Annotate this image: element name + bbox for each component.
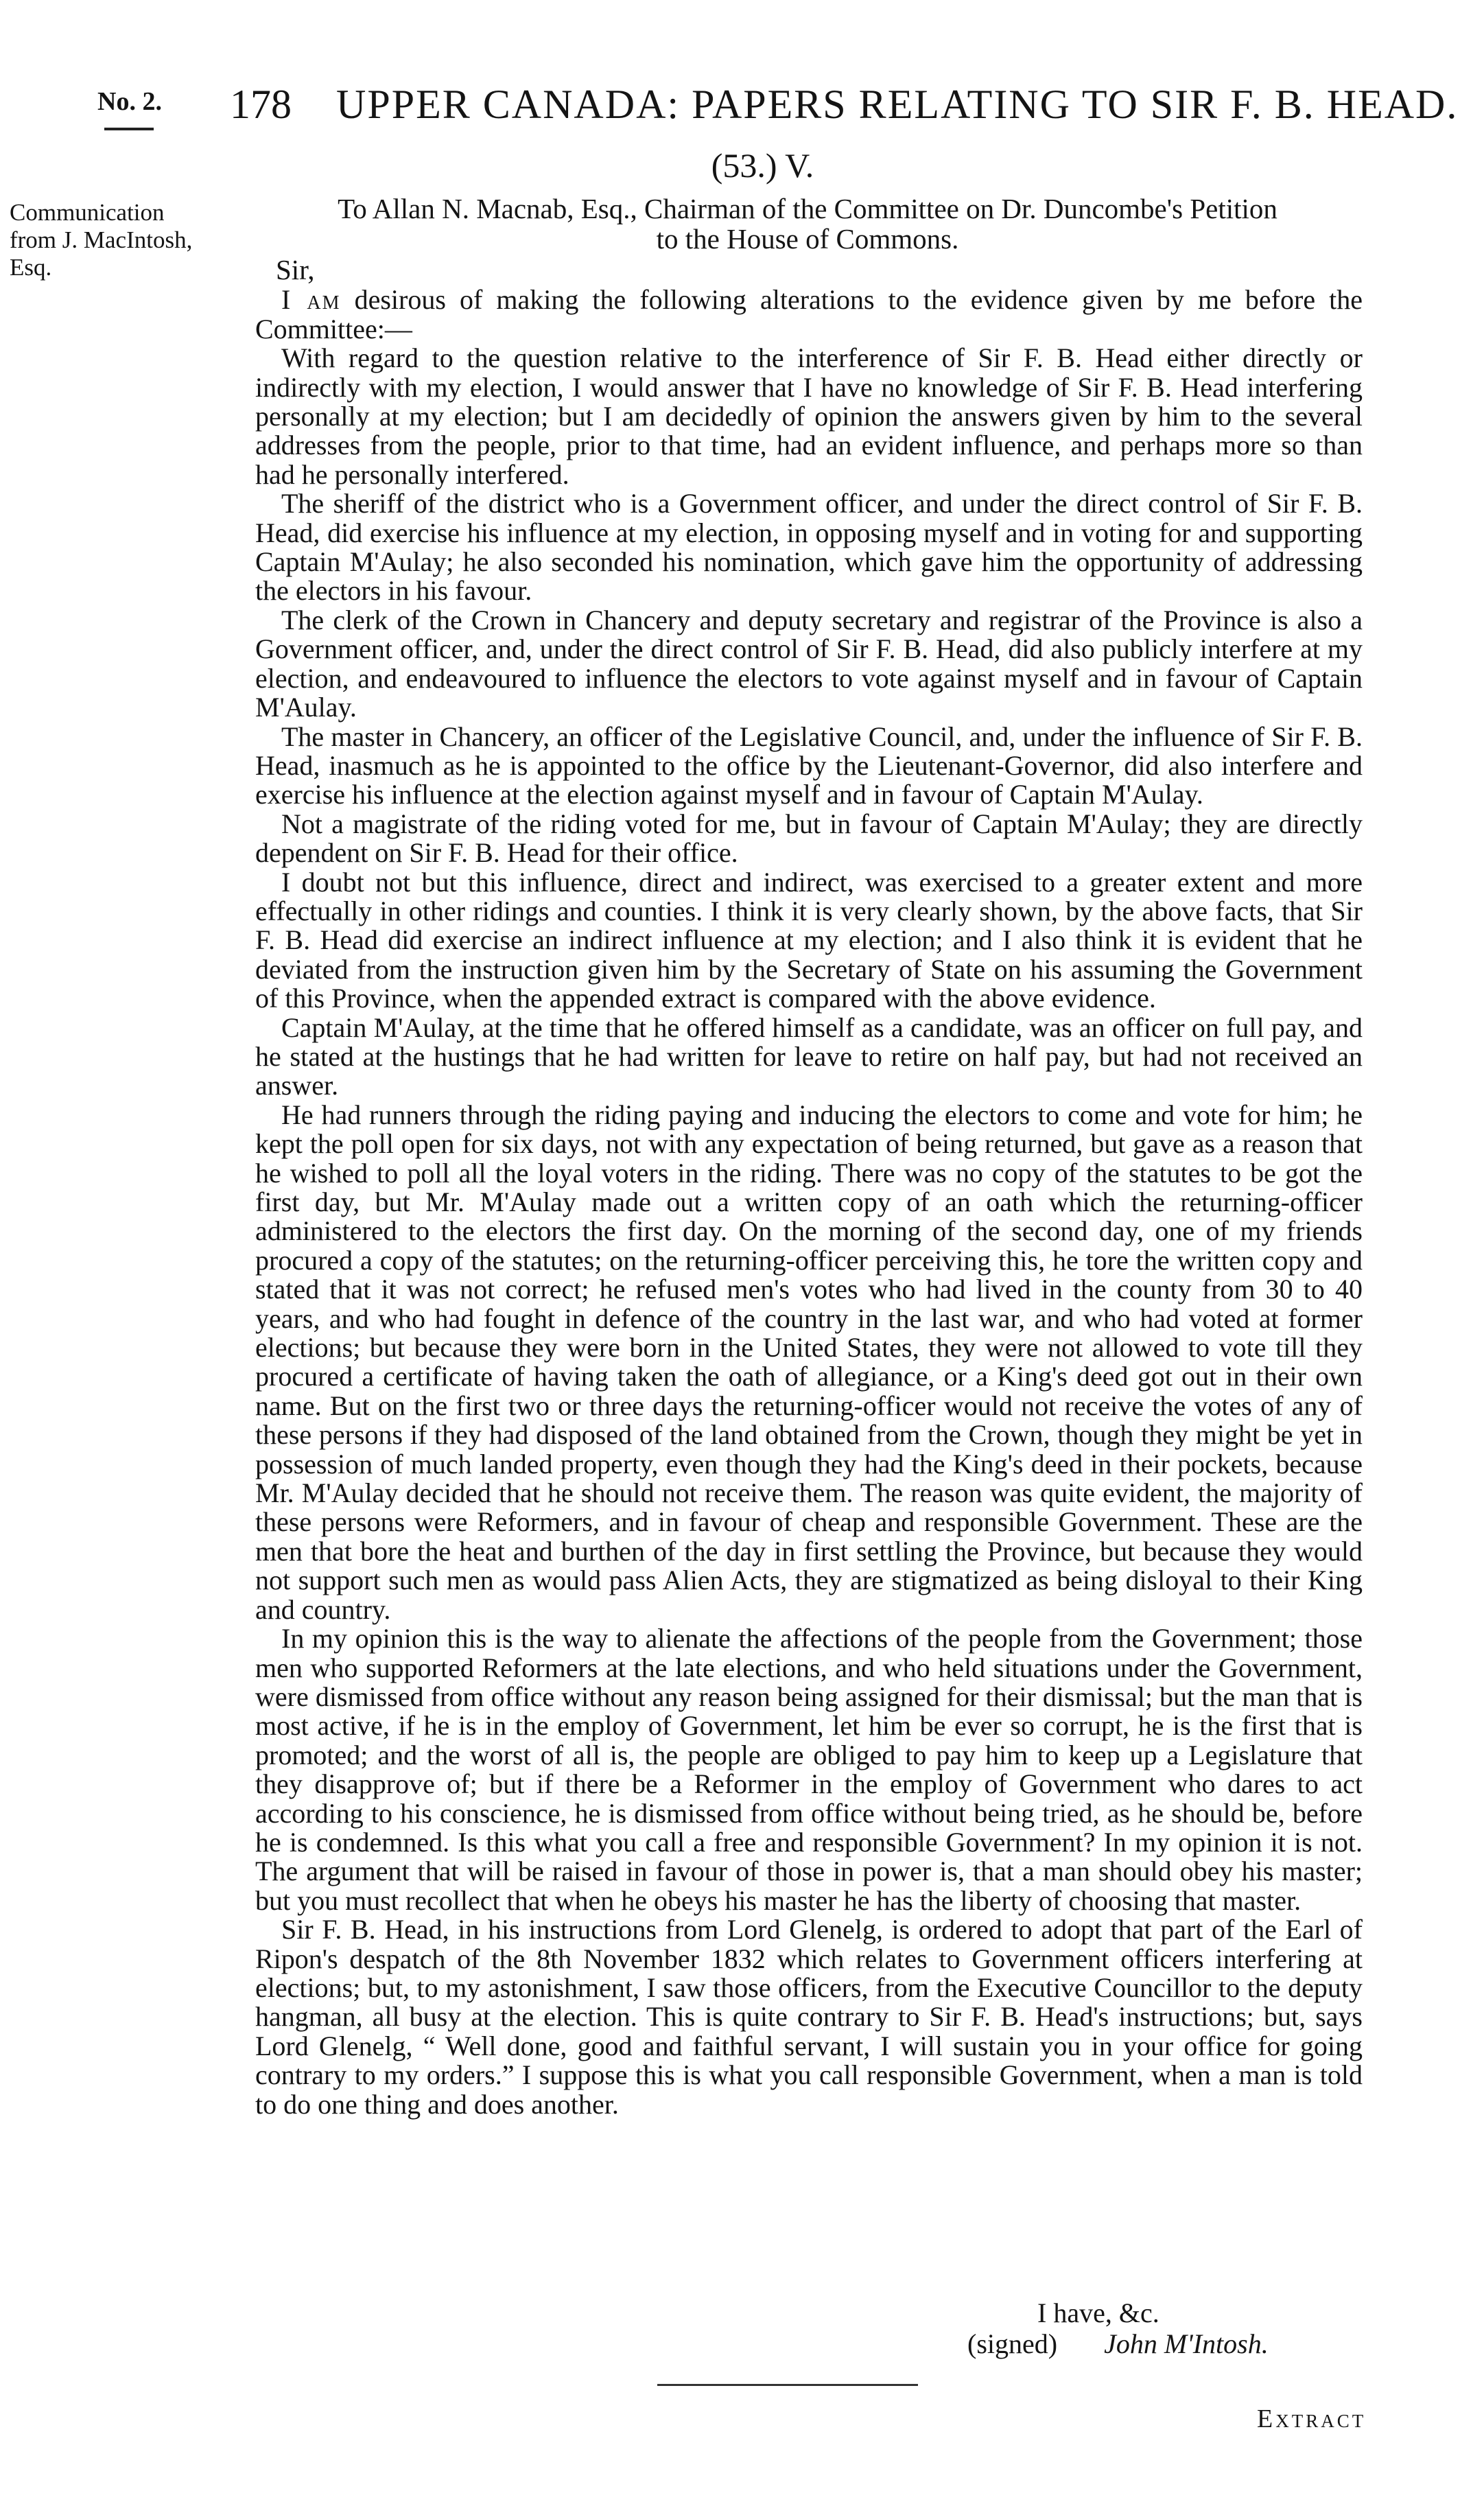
paragraph: The clerk of the Crown in Chancery and deputy secretary and registrar of the Province is also a Government officer, and, under the direct control of Sir F. B. Head, did also publicly interfere at my election, and endeavoured to influence the electors to vote against myself and in favour of Captain M'Aulay. — [255, 604, 1363, 723]
signature-line — [967, 2328, 1269, 2360]
paragraph-lead: I am — [281, 284, 341, 316]
document-number-underline — [104, 128, 154, 130]
signatory-name: John M'Intosh. — [1104, 2328, 1269, 2359]
paragraph: The sheriff of the district who is a Government officer, and under the direct control of Sir F. B. Head, did exercise his influence at my election, in opposing myself and in voting for and supporting Captain M'Aulay; he also seconded his nomination, which gave him the opportunity of addressing the electors in his favour. — [255, 488, 1363, 607]
paragraph: I doubt not but this influence, direct and indirect, was exercised to a greater extent and more effectually in other ridings and counties. I think it is very clearly shown, by the above facts, that Sir F. B. Head did exercise an indirect influence at my election; and I also think it is evident that he deviated from the instruction given him by the Secretary of State on his assuming the Government of this Province, when the appended extract is compared with the above evidence. — [255, 866, 1363, 1014]
section-divider — [657, 2384, 918, 2386]
margin-note — [10, 199, 236, 281]
margin-note-line: from J. MacIntosh, — [10, 226, 193, 253]
margin-note-line: Communication — [10, 199, 165, 226]
document-heading: (53.) V. — [711, 146, 814, 185]
paragraph: The master in Chancery, an officer of the Legislative Council, and, under the influence of Sir F. B. Head, inasmuch as he is appointed to the office by the Lieutenant-Governor, did also interfere and exercise his influence at the election against myself and in favour of Captain M'Aulay. — [255, 721, 1363, 810]
running-header — [55, 81, 1459, 136]
margin-note-line: Esq. — [10, 254, 52, 281]
letter-body — [255, 255, 1363, 2119]
paragraph: Not a magistrate of the riding voted for me, but in favour of Captain M'Aulay; they are directly dependent on Sir F. B. Head for their office. — [255, 808, 1363, 869]
signed-label: (signed) — [967, 2328, 1058, 2359]
paragraph: He had runners through the riding paying and inducing the electors to come and vote for him; he kept the poll open for six days, not with any expectation of being returned, but gave as a reason that he wished to poll all the loyal voters in the riding. There was no copy of the statutes to be got the first day, but Mr. M'Aulay made out a written copy of an oath which the returning-officer administered to the electors the first day. On the morning of the second day, one of my friends procured a copy of the statutes; on the returning-officer perceiving this, he tore the written copy and stated that it was not correct; he refused men's votes who had lived in the county from 30 to 40 years, and who had fought in defence of the country in the last war, and who had voted at former elections; but because they were born in the United States, they were not allowed to vote till they procured a certificate of having taken the oath of allegiance, or a King's deed got out in their own name. But on the first two or three days the returning-officer would not receive the votes of any of these persons if they had disposed of the land obtained from the Crown, though they might be yet in possession of much landed property, even though they had the King's deed in their pockets, because Mr. M'Aulay decided that he should not receive them. The reason was quite evident, the majority of these persons were Reformers, and in favour of cheap and responsible Government. These are the men that bore the heat and burthen of the day in first settling the Province, but because they would not support such men as would pass Alien Acts, they are stigmatized as being disloyal to their King and country. — [255, 1099, 1363, 1625]
salutation: Sir, — [276, 254, 315, 285]
address-line: to the House of Commons. — [656, 223, 959, 255]
paragraph: Captain M'Aulay, at the time that he offered himself as a candidate, was an officer on full pay, and he stated at the hustings that he had written for leave to retire on half pay, but had not received an answer. — [255, 1011, 1363, 1101]
closing: I have, &c. — [1037, 2297, 1159, 2328]
page-number: 178 — [230, 82, 292, 127]
running-title: UPPER CANADA: PAPERS RELATING TO SIR F. B. HEAD. — [336, 82, 1459, 127]
paragraph: Sir F. B. Head, in his instructions from Lord Glenelg, is ordered to adopt that part of the Earl of Ripon's despatch of the 8th November 1832 which relates to Government officers interfering at elections; but, to my astonishment, I saw those officers, from the Executive Councillor to the deputy hangman, all busy at the election. This is quite contrary to Sir F. B. Head's instructions; but, says Lord Glenelg, “ Well done, good and faithful servant, I will sustain you in your office for going contrary to my orders.” I suppose this is what you call responsible Government, when a man is told to do one thing and does another. — [255, 1914, 1363, 2120]
letter-address — [255, 194, 1360, 254]
paragraph: With regard to the question relative to the interference of Sir F. B. Head either directly or indirectly with my election, I would answer that I have no knowledge of Sir F. B. Head interfering personally at my election; but I am decidedly of opinion the answers given by him to the several addresses from the people, prior to that time, had an evident influence, and perhaps more so than had he personally interfered. — [255, 342, 1363, 490]
catchword: Extract — [1257, 2404, 1367, 2433]
paragraph: In my opinion this is the way to alienate the affections of the people from the Government; those men who supported Reformers at the late elections, and who held situations under the Government, were dismissed from office without any reason being assigned for their dismissal; but the man that is most active, if he is in the employ of Government, let him be ever so corrupt, he is the first that is promoted; and the worst of all is, the people are obliged to pay him to keep up a Legislature that they disapprove of; but if there be a Reformer in the employ of Government who dares to act according to his conscience, he is dismissed from office without being tried, as he should be, before he is condemned. Is this what you call a free and responsible Government? In my opinion it is not. The argument that will be raised in favour of those in power is, that a man should obey his master; but you must recollect that when he obeys his master he has the liberty of choosing that master. — [255, 1623, 1363, 1916]
paragraph — [255, 285, 1363, 344]
document-number-label: No. 2. — [97, 87, 162, 116]
address-line: To Allan N. Macnab, Esq., Chairman of the Committee on Dr. Duncombe's Petition — [338, 193, 1277, 224]
paragraph-text: desirous of making the following alterations to the evidence given by me before the Committee:— — [255, 284, 1363, 344]
